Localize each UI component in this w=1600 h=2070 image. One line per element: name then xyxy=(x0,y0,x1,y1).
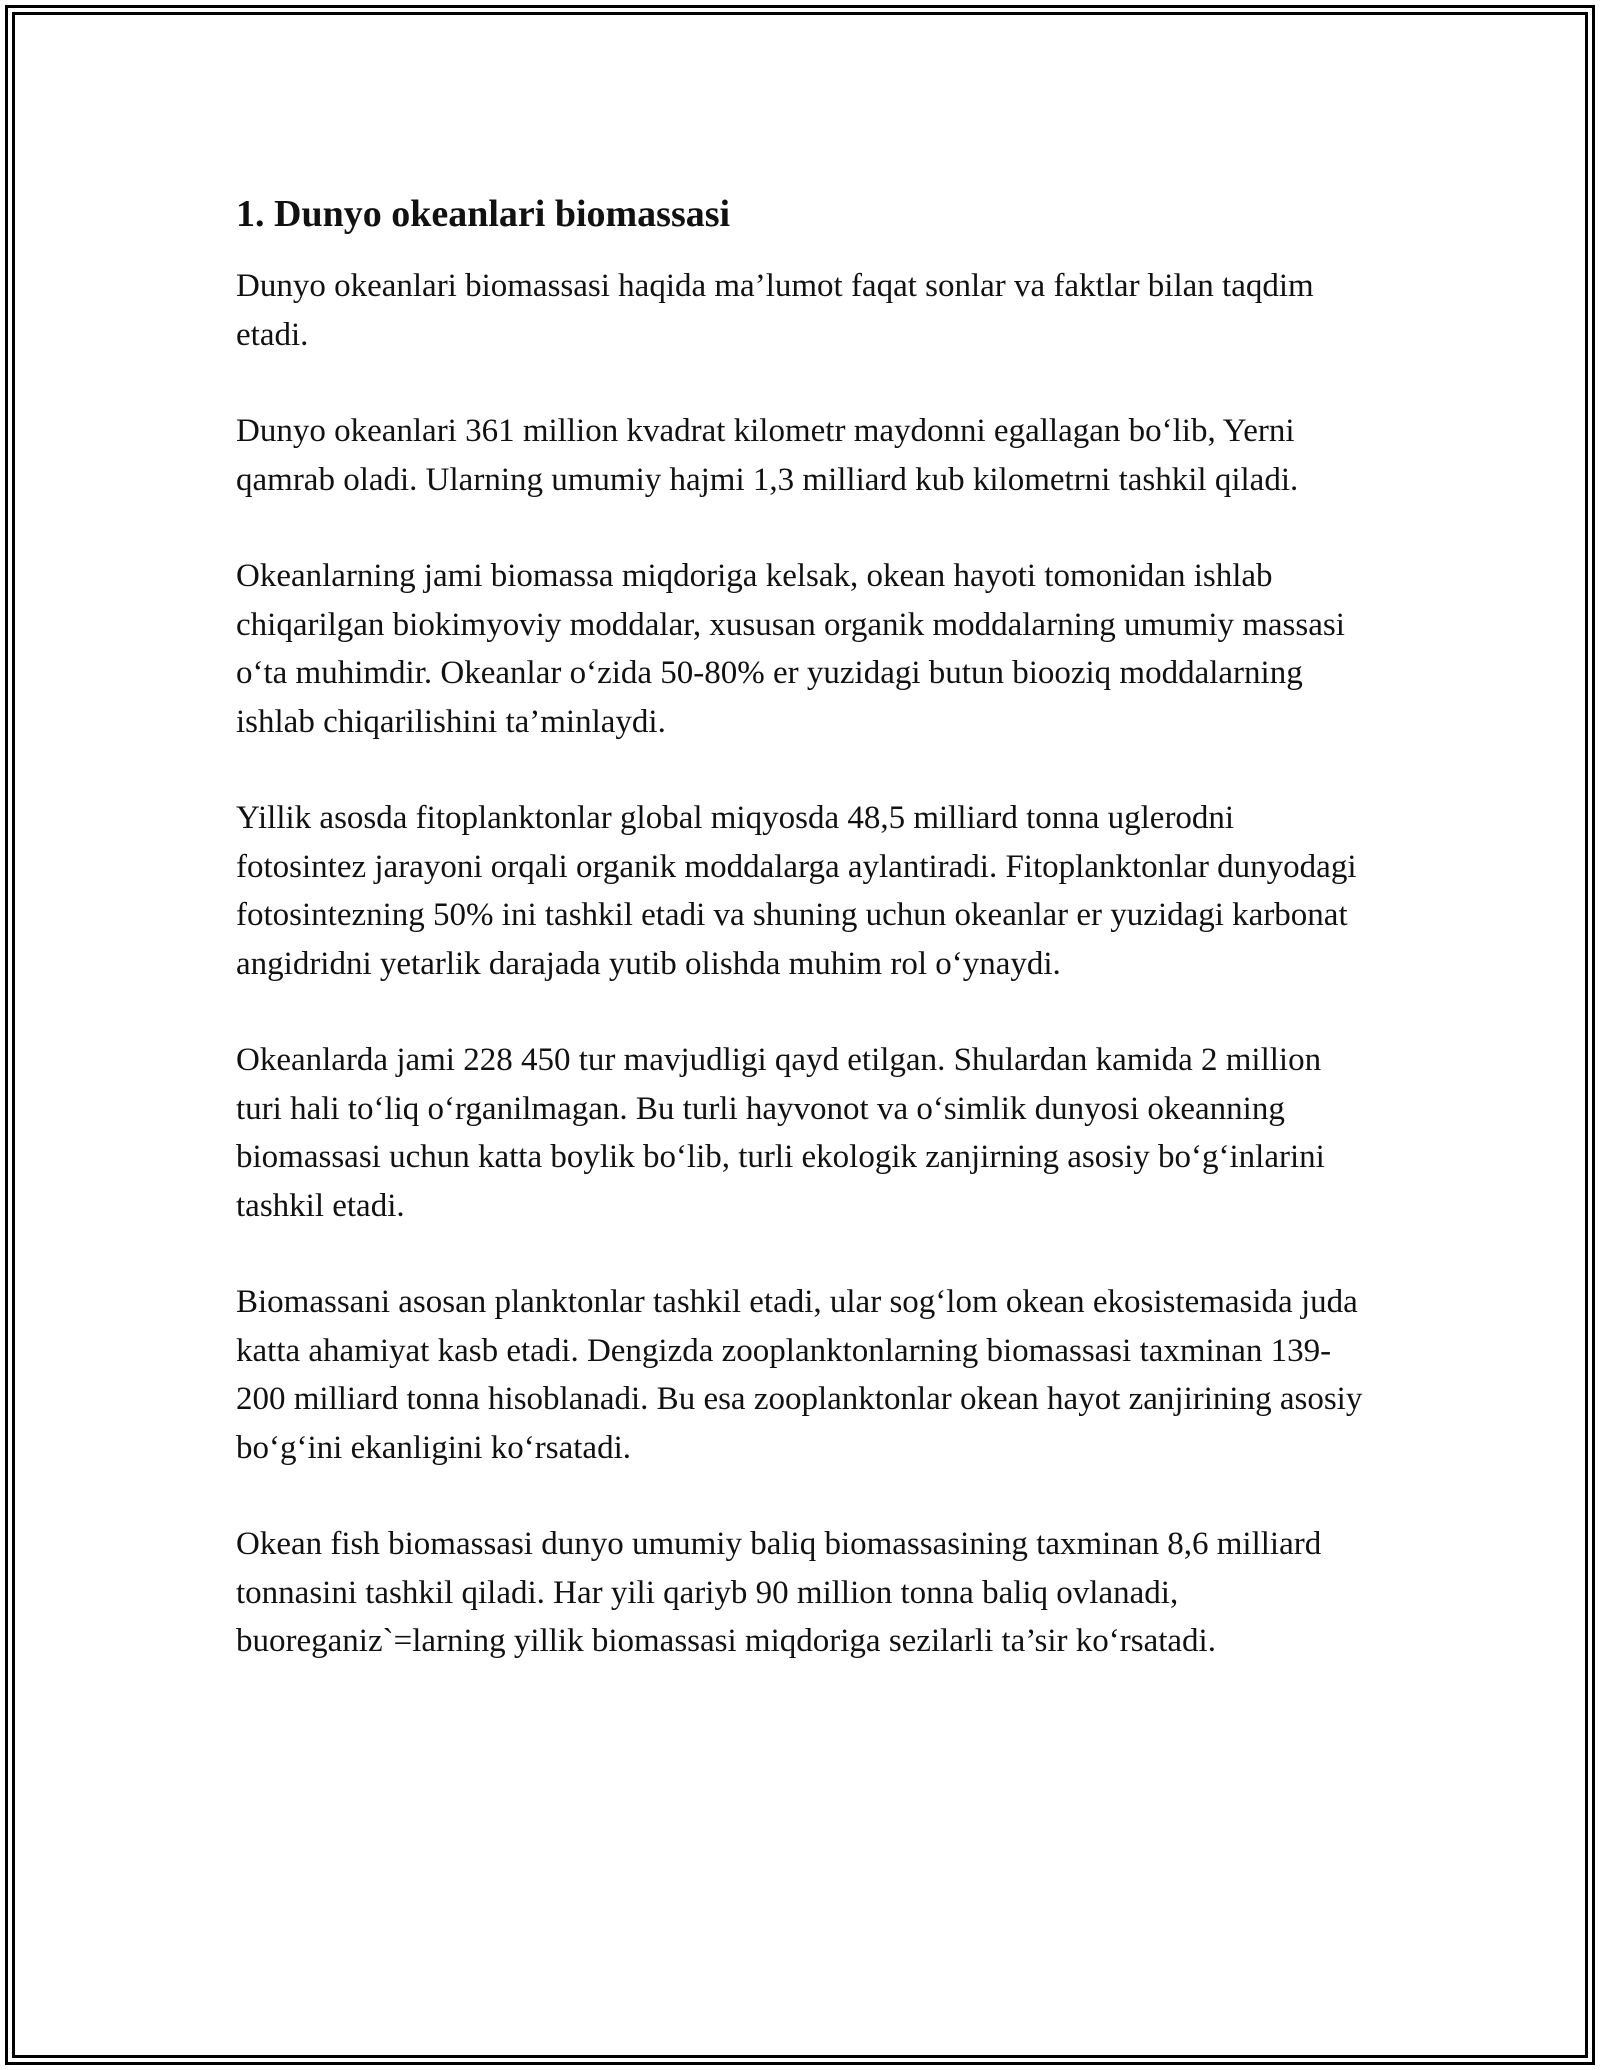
paragraph-zooplankton: Biomassani asosan planktonlar tashkil etadi, ular sog‘lom okean ekosistemasida juda katta ahamiyat kasb etadi. Dengizda zooplanktonlarning biomassasi taxminan 139-200 milliard tonna hisoblanadi. Bu esa zooplanktonlar okean hayot zanjirining asosiy bo‘g‘ini ekanligini ko‘rsatadi. xyxy=(236,1284,1363,1466)
document-body xyxy=(236,188,1371,1666)
paragraph-ocean-area: Dunyo okeanlari 361 million kvadrat kilometr maydonni egallagan bo‘lib, Yerni qamrab oladi. Ularning umumiy hajmi 1,3 milliard kub kilometrni tashkil qiladi. xyxy=(236,413,1299,498)
section-heading: 1. Dunyo okeanlari biomassasi xyxy=(236,193,731,235)
paragraph-phytoplankton: Yillik asosda fitoplanktonlar global miqyosda 48,5 milliard tonna uglerodni fotosintez jarayoni orqali organik moddalarga aylantiradi. Fitoplanktonlar dunyodagi fotosintezning 50% ini tashkil etadi va shuning uchun okeanlar er yuzidagi karbonat angidridni yetarlik darajada yutib olishda muhim rol o‘ynaydi. xyxy=(236,800,1357,982)
paragraph-intro: Dunyo okeanlari biomassasi haqida ma’lumot faqat sonlar va faktlar bilan taqdim etadi. xyxy=(236,268,1314,353)
paragraph-total-biomass: Okeanlarning jami biomassa miqdoriga kelsak, okean hayoti tomonidan ishlab chiqarilgan biokimyoviy moddalar, xususan organik moddalarning umumiy massasi o‘ta muhimdir. Okeanlar o‘zida 50-80% er yuzidagi butun biooziq moddalarning ishlab chiqarilishini ta’minlaydi. xyxy=(236,558,1345,740)
paragraph-species: Okeanlarda jami 228 450 tur mavjudligi qayd etilgan. Shulardan kamida 2 million turi hali to‘liq o‘rganilmagan. Bu turli hayvonot va o‘simlik dunyosi okeanning biomassasi uchun katta boylik bo‘lib, turli ekologik zanjirning asosiy bo‘g‘inlarini tashkil etadi. xyxy=(236,1042,1325,1224)
paragraph-fish-biomass: Okean fish biomassasi dunyo umumiy baliq biomassasining taxminan 8,6 milliard tonnasini tashkil qiladi. Har yili qariyb 90 million tonna baliq ovlanadi, buoreganiz`=larning yillik biomassasi miqdoriga sezilarli ta’sir ko‘rsatadi. xyxy=(236,1526,1322,1659)
